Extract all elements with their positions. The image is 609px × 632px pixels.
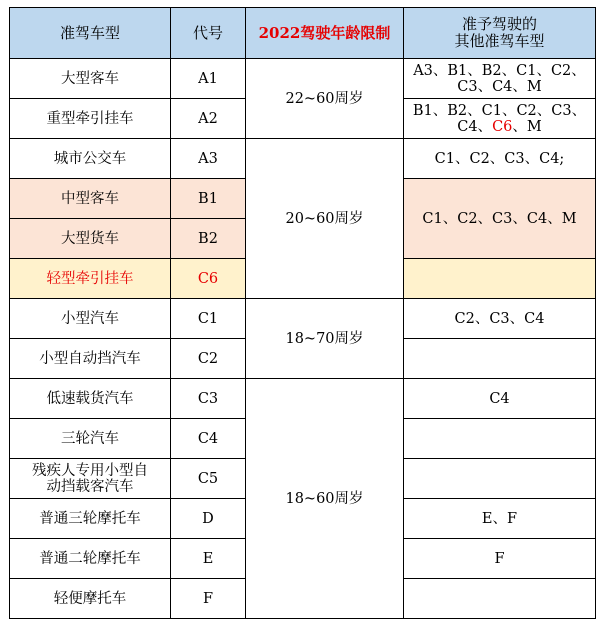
vehicle-type-cell: 城市公交车	[10, 139, 171, 179]
other-types-cell: E、F	[404, 499, 596, 539]
code-cell: D	[171, 499, 246, 539]
other-types-cell	[404, 419, 596, 459]
vehicle-type-cell: 轻便摩托车	[10, 579, 171, 619]
header-age-limit: 2022驾驶年龄限制	[246, 8, 404, 59]
driving-license-table	[9, 7, 596, 619]
other-types-line1: B1、B2、C1、C2、C3、	[412, 102, 587, 119]
code-cell: C4	[171, 419, 246, 459]
other-types-line2-part-a: C4、	[457, 118, 493, 135]
vehicle-type-line2: 动挡载客汽车	[46, 478, 134, 495]
code-cell: A3	[171, 139, 246, 179]
header-other-types-line2: 其他准驾车型	[454, 32, 545, 50]
code-cell: E	[171, 539, 246, 579]
table-row	[10, 299, 596, 339]
code-cell: C2	[171, 339, 246, 379]
code-cell: A1	[171, 59, 246, 99]
age-limit-cell: 18~60周岁	[246, 379, 404, 619]
vehicle-type-cell: 重型牵引挂车	[10, 99, 171, 139]
table-row	[10, 59, 596, 99]
vehicle-type-line1: 残疾人专用小型自	[32, 462, 148, 479]
other-types-cell	[404, 59, 596, 99]
header-code: 代号	[171, 8, 246, 59]
vehicle-type-cell: 大型货车	[10, 219, 171, 259]
other-types-cell	[404, 259, 596, 299]
other-types-cell: C1、C2、C3、C4、M	[404, 179, 596, 259]
other-types-cell	[404, 579, 596, 619]
code-cell: C3	[171, 379, 246, 419]
code-cell: A2	[171, 99, 246, 139]
vehicle-type-cell: 大型客车	[10, 59, 171, 99]
other-types-line2: C3、C4、M	[457, 78, 542, 95]
other-types-cell: C4	[404, 379, 596, 419]
other-types-line2-part-b: 、M	[512, 118, 542, 135]
header-vehicle-type: 准驾车型	[10, 8, 171, 59]
age-limit-cell: 22~60周岁	[246, 59, 404, 139]
other-types-cell: C1、C2、C3、C4;	[404, 139, 596, 179]
vehicle-type-cell: 轻型牵引挂车	[10, 259, 171, 299]
header-row	[10, 8, 596, 59]
code-cell: B1	[171, 179, 246, 219]
age-limit-cell: 18~70周岁	[246, 299, 404, 379]
code-cell: C6	[171, 259, 246, 299]
vehicle-type-cell: 中型客车	[10, 179, 171, 219]
code-cell: F	[171, 579, 246, 619]
age-limit-cell: 20~60周岁	[246, 139, 404, 299]
vehicle-type-cell: 小型自动挡汽车	[10, 339, 171, 379]
code-cell: B2	[171, 219, 246, 259]
code-cell: C1	[171, 299, 246, 339]
other-types-cell	[404, 99, 596, 139]
other-types-cell	[404, 459, 596, 499]
other-types-line1: A3、B1、B2、C1、C2、	[413, 62, 586, 79]
vehicle-type-cell	[10, 459, 171, 499]
other-types-cell: C2、C3、C4	[404, 299, 596, 339]
code-cell: C5	[171, 459, 246, 499]
table-row	[10, 139, 596, 179]
other-types-cell	[404, 339, 596, 379]
other-types-highlight-c6: C6	[492, 118, 513, 135]
vehicle-type-cell: 普通三轮摩托车	[10, 499, 171, 539]
other-types-cell: F	[404, 539, 596, 579]
vehicle-type-cell: 小型汽车	[10, 299, 171, 339]
header-other-types	[404, 8, 596, 59]
header-other-types-line1: 准予驾驶的	[461, 15, 537, 33]
vehicle-type-cell: 普通二轮摩托车	[10, 539, 171, 579]
vehicle-type-cell: 三轮汽车	[10, 419, 171, 459]
vehicle-type-cell: 低速载货汽车	[10, 379, 171, 419]
table-row	[10, 379, 596, 419]
